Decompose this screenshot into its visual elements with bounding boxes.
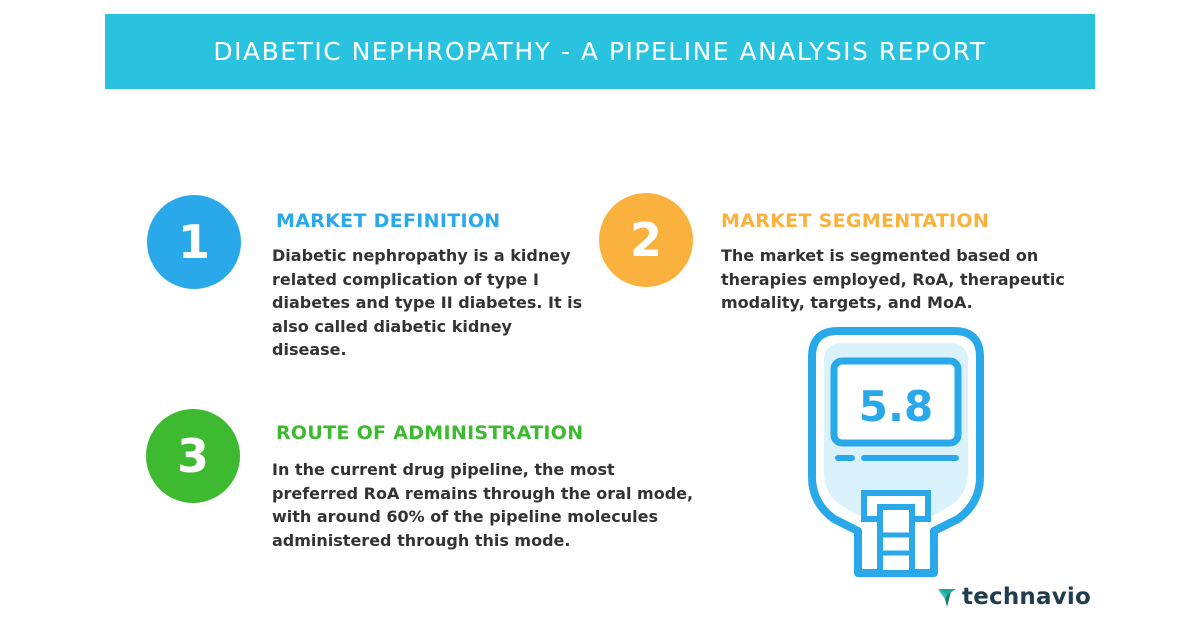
section-1-body-line: Diabetic nephropathy is a kidney [272,246,571,265]
section-3-body-line: with around 60% of the pipeline molecules [272,507,658,526]
section-1-title: MARKET DEFINITION [276,210,501,232]
section-3-body-line: In the current drug pipeline, the most [272,460,615,479]
section-2-body-line: modality, targets, and MoA. [721,293,973,312]
section-3-number-badge [146,409,240,503]
section-3-body [272,458,693,552]
section-2-body [721,244,1065,315]
section-2-title: MARKET SEGMENTATION [721,210,990,232]
section-1-body [272,244,582,362]
title-banner [105,14,1095,89]
section-2-number-badge [599,193,693,287]
section-1-body-line: also called diabetic kidney [272,316,512,336]
technavio-brand [936,583,1091,611]
section-3-body-line: preferred RoA remains through the oral mode, [272,483,694,503]
section-2-body-line: therapies employed, RoA, therapeutic [721,269,1065,289]
section-1-body-line: related complication of type I [272,269,539,289]
section-1-number: 1 [177,215,210,269]
section-2-body-line: The market is segmented based on [721,246,1039,265]
section-3-body-line: administered through this mode. [272,530,571,550]
section-1-body-line: disease. [272,340,347,359]
section-1-body-line: diabetes and type II diabetes. It is [272,293,583,312]
section-3-title: ROUTE OF ADMINISTRATION [276,422,584,444]
technavio-wordmark: technavio [962,584,1091,610]
section-3-number: 3 [176,429,209,483]
section-1-number-badge [147,195,241,289]
technavio-logo-icon [936,586,958,608]
glucometer-reading: 5.8 [858,382,934,431]
glucometer-icon [808,327,984,577]
page-title: DIABETIC NEPHROPATHY - A PIPELINE ANALYSIS REPORT [213,37,987,66]
section-2-number: 2 [629,213,662,267]
